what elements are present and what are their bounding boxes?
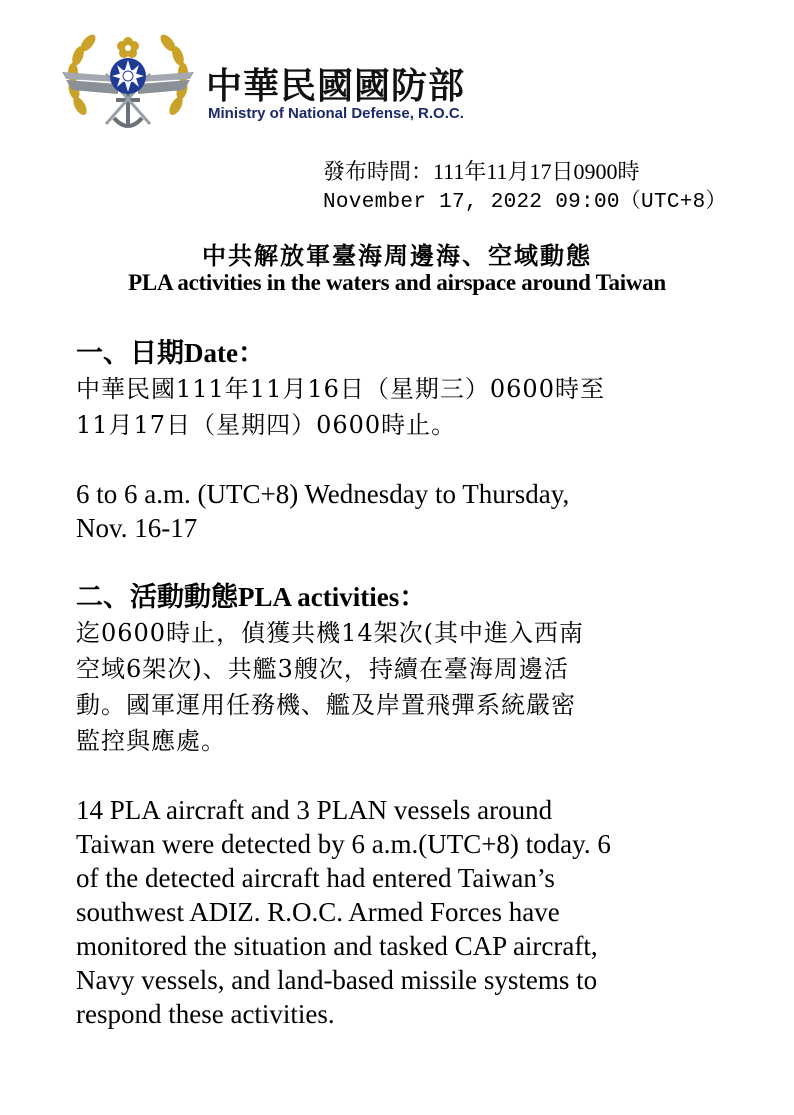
- text-line: respond these activities.: [76, 999, 335, 1029]
- text-line: of the detected aircraft had entered Taiwan’s: [76, 863, 555, 893]
- text-line: southwest ADIZ. R.O.C. Armed Forces have: [76, 897, 560, 927]
- text-line: monitored the situation and tasked CAP aircraft,: [76, 931, 598, 961]
- mnd-emblem-icon: [58, 28, 198, 140]
- date-paragraph-cn: [76, 371, 736, 443]
- spacer: [76, 545, 736, 579]
- section-heading-date: 一、日期Date：: [76, 338, 265, 368]
- document-body: [76, 335, 736, 1031]
- spacer: [76, 443, 736, 477]
- release-time-cn: 發布時間：111年11月17日0900時: [323, 159, 640, 184]
- text-line: 14 PLA aircraft and 3 PLAN vessels around: [76, 795, 553, 825]
- text-line: 空域6架次)、共艦3艘次，持續在臺海周邊活: [76, 655, 569, 683]
- release-time-en: November 17, 2022 09:00（UTC+8）: [323, 191, 727, 214]
- page-title-en: PLA activities in the waters and airspace around Taiwan: [128, 270, 666, 295]
- text-line: 迄0600時止，偵獲共機14架次(其中進入西南: [76, 619, 584, 647]
- text-line: 動。國軍運用任務機、艦及岸置飛彈系統嚴密: [76, 691, 576, 719]
- spacer: [76, 759, 736, 793]
- section-heading-activities: 二、活動動態PLA activities：: [76, 582, 427, 612]
- text-line: Navy vessels, and land-based missile systems to: [76, 965, 598, 995]
- org-name-en: Ministry of National Defense, R.O.C.: [208, 105, 464, 122]
- page-title-cn: 中共解放軍臺海周邊海、空域動態: [202, 241, 592, 270]
- header: [58, 28, 518, 140]
- text-line: 11月17日（星期四）0600時止。: [76, 411, 457, 439]
- activities-paragraph-cn: [76, 615, 736, 759]
- activities-paragraph-en: [76, 793, 736, 1031]
- text-line: 6 to 6 a.m. (UTC+8) Wednesday to Thursday,: [76, 479, 570, 509]
- text-line: Taiwan were detected by 6 a.m.(UTC+8) today. 6: [76, 829, 611, 859]
- date-paragraph-en: [76, 477, 736, 545]
- text-line: 監控與應處。: [76, 727, 226, 755]
- text-line: 中華民國111年11月16日（星期三）0600時至: [76, 375, 605, 403]
- text-line: Nov. 16-17: [76, 513, 198, 543]
- org-name-cn: 中華民國國防部: [206, 66, 466, 107]
- release-time: [323, 156, 727, 218]
